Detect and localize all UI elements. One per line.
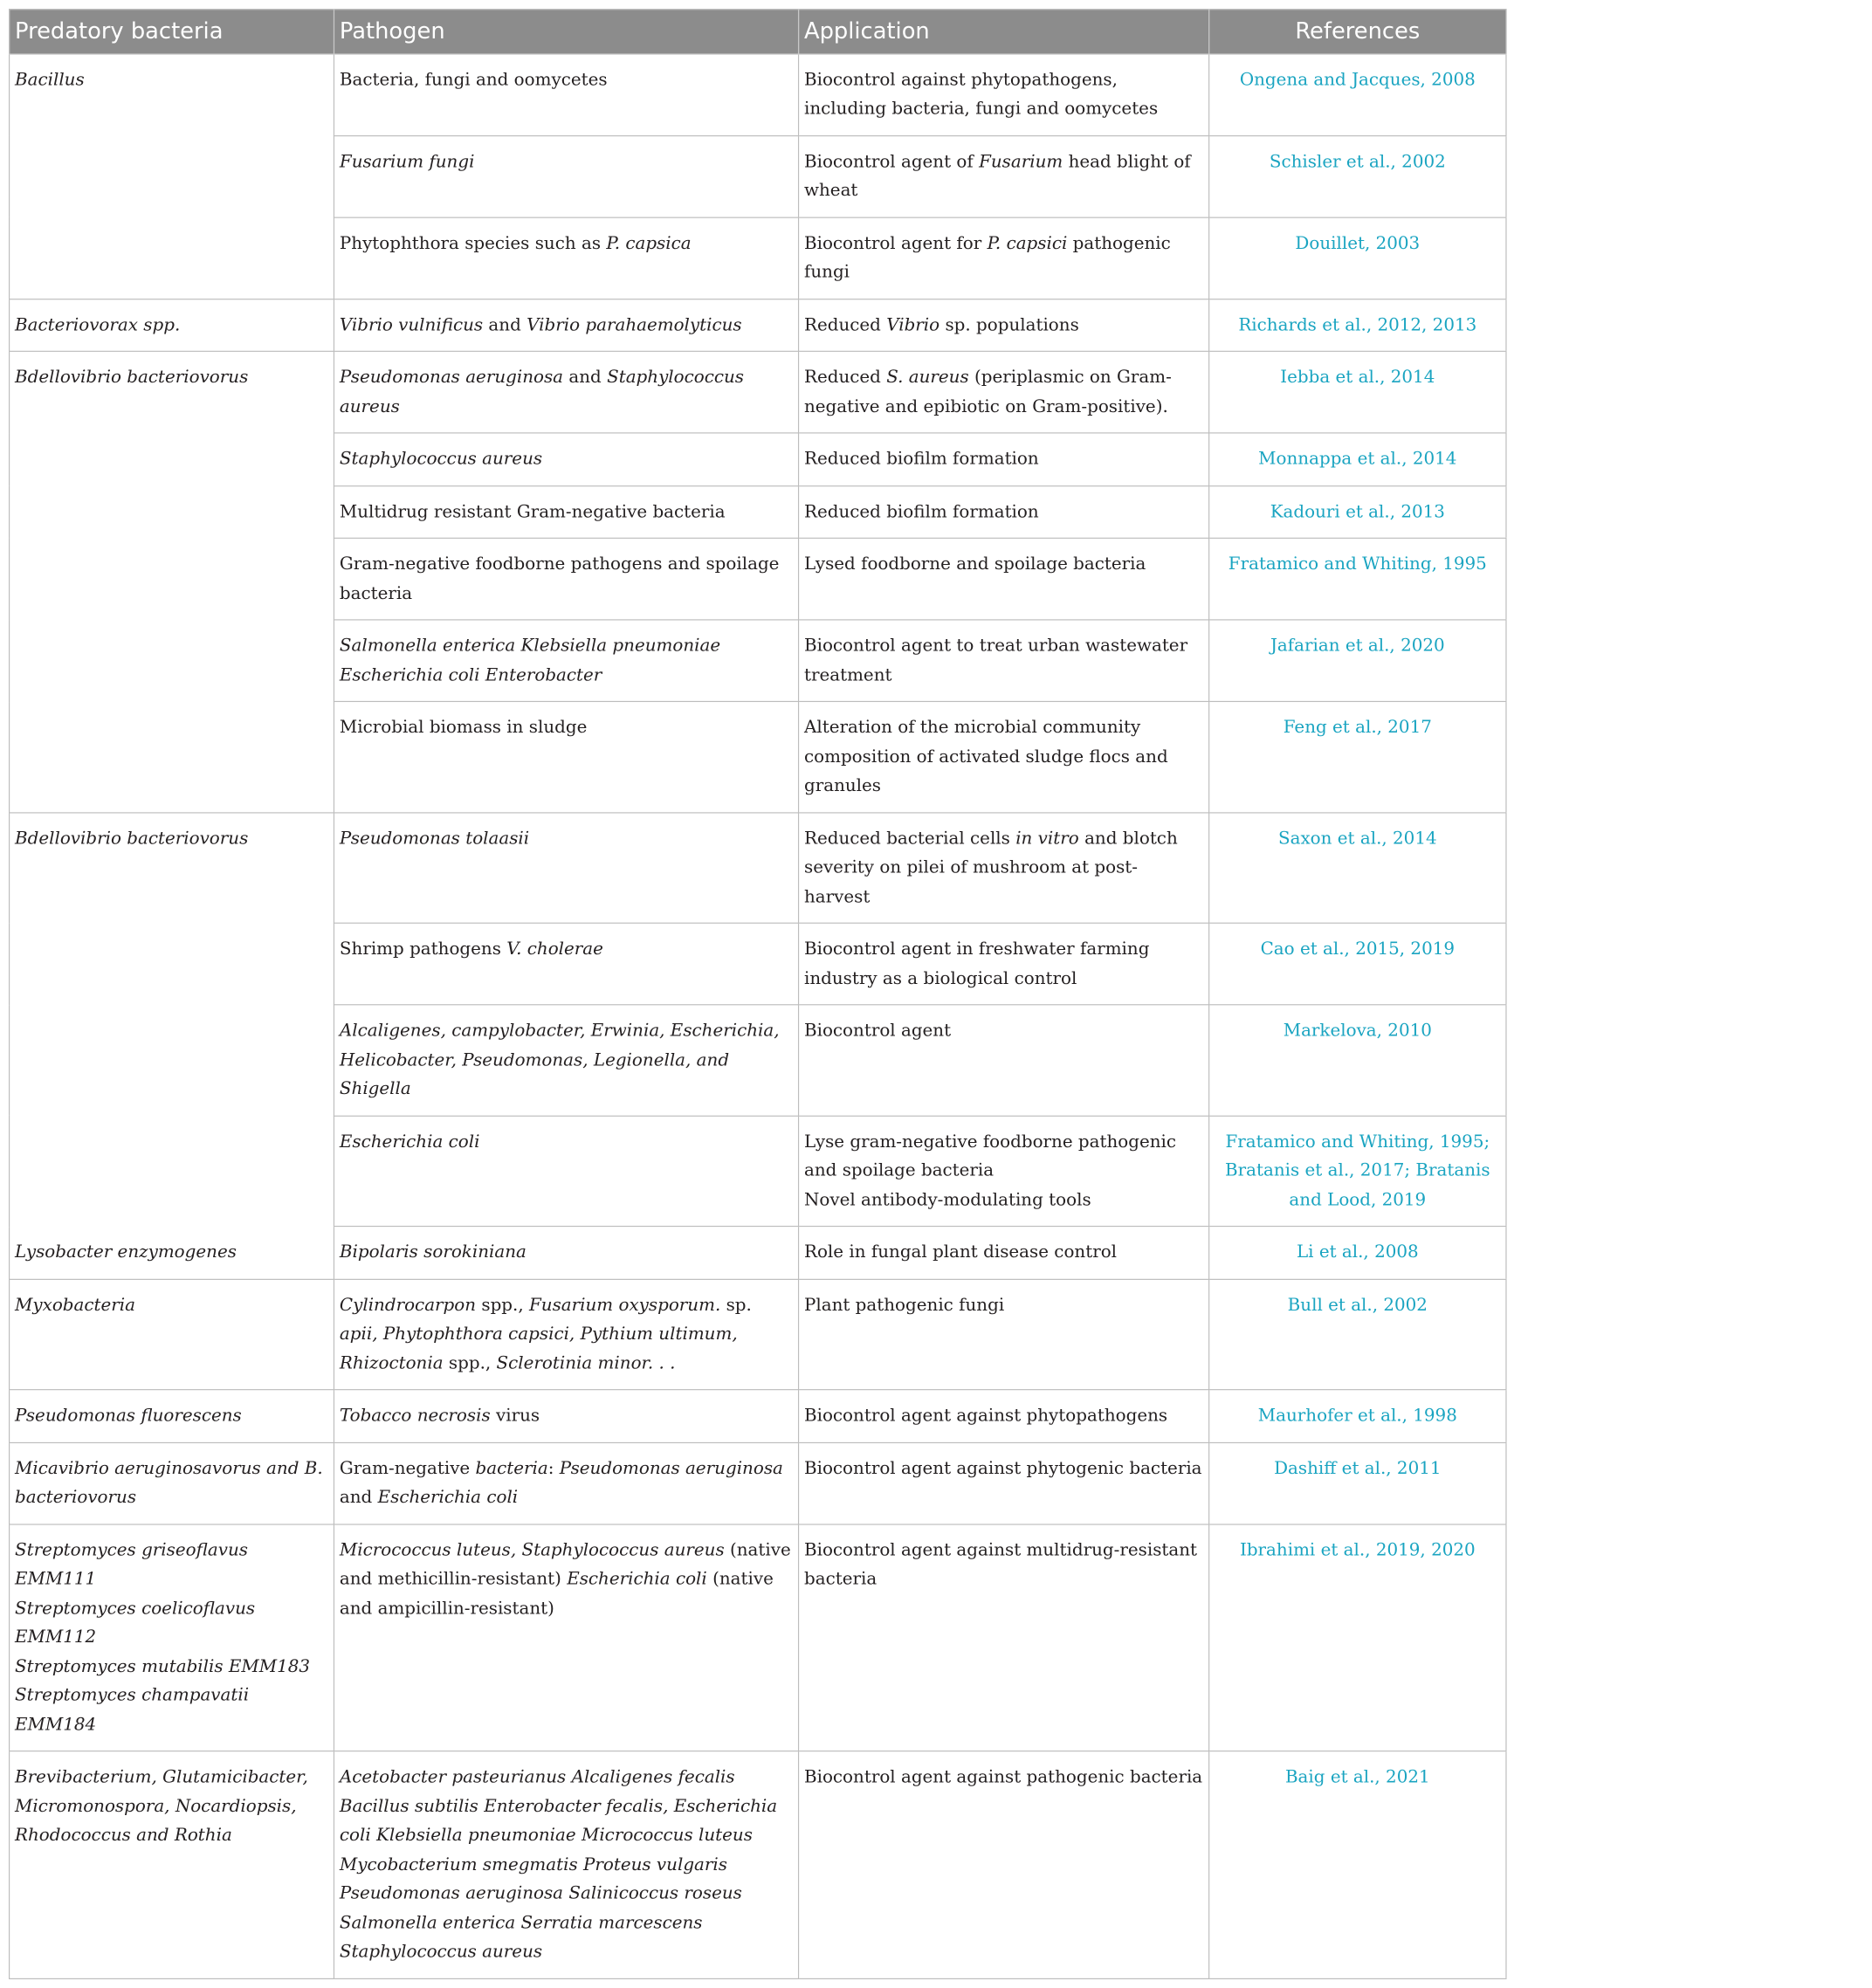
reference-cell: Feng et al., 2017 [1209,701,1506,812]
application-cell: Biocontrol against phytopathogens, including bacteria, fungi and oomycetes [799,53,1209,135]
pathogen-cell: Staphylococcus aureus [334,433,798,485]
application-line: Novel antibody-modulating tools [803,1189,1091,1210]
pathogen-cell: Acetobacter pasteurianus Alcaligenes fecalis Bacillus subtilis Enterobacter fecalis, Escherichia coli Klebsiella pneumoniae Micrococcus luteus Mycobacterium smegmatis Proteus vulgaris Pseudomonas aeruginosa Salinicoccus roseus Salmonella enterica Serratia marcescens Staphylococcus aureus [334,1751,798,1978]
application-cell: Reduced Vibrio sp. populations [799,299,1209,351]
pathogen-cell: Vibrio vulnificus and Vibrio parahaemolyticus [334,299,798,351]
reference-cell: Richards et al., 2012, 2013 [1209,299,1506,351]
pathogen-cell: Fusarium fungi [334,135,798,217]
application-cell: Reduced biofilm formation [799,433,1209,485]
table-row [10,1442,1506,1524]
application-cell: Biocontrol agent against multidrug-resistant bacteria [799,1524,1209,1751]
table-row [10,1279,1506,1390]
application-cell: Role in fungal plant disease control [799,1227,1209,1279]
application-line: Lyse gram-negative foodborne pathogenic and spoilage bacteria [803,1131,1177,1181]
reference-cell: Kadouri et al., 2013 [1209,485,1506,538]
application-cell: Alteration of the microbial community composition of activated sludge flocs and granules [799,701,1209,812]
pathogen-cell: Shrimp pathogens V. cholerae [334,923,798,1005]
reference-cell: Fratamico and Whiting, 1995 [1209,538,1506,620]
bacteria-name: Bdellovibrio bacteriovorus [10,351,334,812]
pathogen-cell: Bipolaris sorokiniana [334,1227,798,1279]
pathogen-cell: Bacteria, fungi and oomycetes [334,53,798,135]
bacteria-name: Pseudomonas fluorescens [10,1390,334,1442]
application-cell: Reduced S. aureus (periplasmic on Gram-negative and epibiotic on Gram-positive). [799,351,1209,433]
reference-cell: Bull et al., 2002 [1209,1279,1506,1390]
application-cell [799,1116,1209,1227]
table-row [10,299,1506,351]
pathogen-cell: Salmonella enterica Klebsiella pneumoniae Escherichia coli Enterobacter [334,620,798,702]
predatory-bacteria-table [9,9,1507,1978]
reference-cell: Maurhofer et al., 1998 [1209,1390,1506,1442]
reference-cell: Iebba et al., 2014 [1209,351,1506,433]
pathogen-cell: Pseudomonas aeruginosa and Staphylococcus aureus [334,351,798,433]
application-cell: Biocontrol agent to treat urban wastewater treatment [799,620,1209,702]
pathogen-cell: Phytophthora species such as P. capsica [334,217,798,299]
table-row [10,1390,1506,1442]
reference-cell: Li et al., 2008 [1209,1227,1506,1279]
reference-cell: Dashiff et al., 2011 [1209,1442,1506,1524]
bacteria-name: Streptomyces griseoflavus EMM111 Streptomyces coelicoflavus EMM112 Streptomyces mutabilis EMM183 Streptomyces champavatii EMM184 [10,1524,334,1751]
header-row [10,10,1506,54]
header-application: Application [799,10,1209,54]
application-cell: Biocontrol agent against phytopathogens [799,1390,1209,1442]
bacteria-name: Lysobacter enzymogenes [10,1227,334,1279]
application-cell: Biocontrol agent for P. capsici pathogenic fungi [799,217,1209,299]
table-row [10,1751,1506,1978]
application-cell: Biocontrol agent against phytogenic bacteria [799,1442,1209,1524]
bacteria-name: Brevibacterium, Glutamicibacter, Micromonospora, Nocardiopsis, Rhodococcus and Rothia [10,1751,334,1978]
application-cell: Biocontrol agent against pathogenic bacteria [799,1751,1209,1978]
table-row [10,53,1506,135]
pathogen-cell: Micrococcus luteus, Staphylococcus aureus (native and methicillin-resistant) Escherichia coli (native and ampicillin-resistant) [334,1524,798,1751]
application-cell: Biocontrol agent of Fusarium head blight of wheat [799,135,1209,217]
application-cell: Lysed foodborne and spoilage bacteria [799,538,1209,620]
pathogen-cell: Pseudomonas tolaasii [334,812,798,923]
reference-cell: Fratamico and Whiting, 1995; Bratanis et al., 2017; Bratanis and Lood, 2019 [1209,1116,1506,1227]
bacteria-name: Myxobacteria [10,1279,334,1390]
reference-cell: Jafarian et al., 2020 [1209,620,1506,702]
table-row [10,812,1506,923]
reference-cell: Markelova, 2010 [1209,1005,1506,1116]
reference-cell: Monnappa et al., 2014 [1209,433,1506,485]
application-cell: Reduced biofilm formation [799,485,1209,538]
reference-cell: Baig et al., 2021 [1209,1751,1506,1978]
pathogen-cell: Cylindrocarpon spp., Fusarium oxysporum. sp. apii, Phytophthora capsici, Pythium ultimum, Rhizoctonia spp., Sclerotinia minor. . . [334,1279,798,1390]
bacteria-name: Bacillus [15,69,85,90]
table-row [10,1227,1506,1279]
pathogen-cell: Microbial biomass in sludge [334,701,798,812]
application-cell: Reduced bacterial cells in vitro and blotch severity on pilei of mushroom at post-harvest [799,812,1209,923]
application-cell: Plant pathogenic fungi [799,1279,1209,1390]
table-container [9,9,1507,1978]
pathogen-cell: Tobacco necrosis virus [334,1390,798,1442]
bacteria-name: Bdellovibrio bacteriovorus [10,812,334,1226]
reference-cell: Cao et al., 2015, 2019 [1209,923,1506,1005]
reference-cell: Douillet, 2003 [1209,217,1506,299]
reference-cell: Schisler et al., 2002 [1209,135,1506,217]
pathogen-cell: Alcaligenes, campylobacter, Erwinia, Escherichia, Helicobacter, Pseudomonas, Legionella, and Shigella [334,1005,798,1116]
application-cell: Biocontrol agent in freshwater farming industry as a biological control [799,923,1209,1005]
bacteria-name: Micavibrio aeruginosavorus and B. bacteriovorus [10,1442,334,1524]
reference-cell: Ongena and Jacques, 2008 [1209,53,1506,135]
pathogen-cell: Multidrug resistant Gram-negative bacteria [334,485,798,538]
pathogen-cell: Escherichia coli [334,1116,798,1227]
pathogen-cell: Gram-negative bacteria: Pseudomonas aeruginosa and Escherichia coli [334,1442,798,1524]
bacteria-name: Bacteriovorax spp. [10,299,334,351]
reference-cell: Ibrahimi et al., 2019, 2020 [1209,1524,1506,1751]
table-row [10,1524,1506,1751]
application-cell: Biocontrol agent [799,1005,1209,1116]
header-pathogen: Pathogen [334,10,798,54]
header-references: References [1209,10,1506,54]
pathogen-cell: Gram-negative foodborne pathogens and spoilage bacteria [334,538,798,620]
reference-cell: Saxon et al., 2014 [1209,812,1506,923]
table-row [10,351,1506,433]
header-predatory-bacteria: Predatory bacteria [10,10,334,54]
